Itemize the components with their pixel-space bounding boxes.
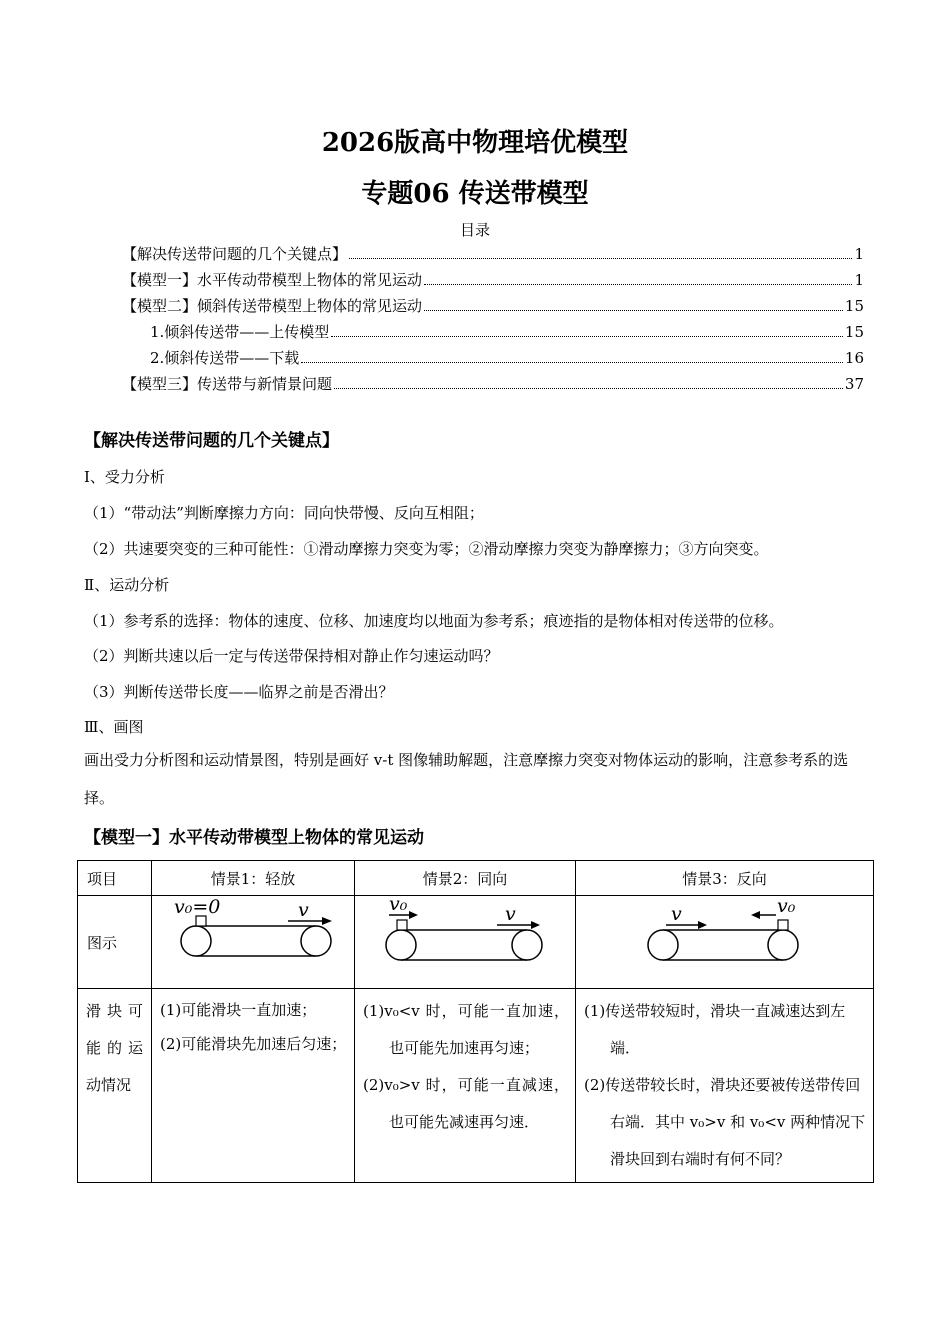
label-v0: v₀=0 bbox=[174, 896, 221, 918]
toc-entry[interactable] bbox=[122, 295, 864, 321]
pulley-left bbox=[648, 930, 678, 960]
header-item: 项目 bbox=[78, 861, 152, 896]
table-header-row bbox=[78, 861, 874, 896]
diagram-scenario-3 bbox=[576, 896, 874, 989]
label-v: v bbox=[671, 903, 682, 925]
toc-entry[interactable] bbox=[122, 347, 864, 373]
pulley-right bbox=[301, 926, 331, 956]
document-title: 2026版高中物理培优模型 bbox=[321, 128, 629, 158]
pulley-right bbox=[512, 930, 542, 960]
toc-page: 1 bbox=[854, 245, 864, 263]
drawing-title: Ⅲ、画图 bbox=[84, 718, 144, 736]
scenario-2-case-2: (2)v₀>v 时，可能一直减速，也可能先减速再匀速． bbox=[363, 1076, 569, 1131]
toc-entry-text: 【解决传送带问题的几个关键点】 bbox=[122, 245, 348, 263]
label-v0: v₀ bbox=[389, 896, 408, 915]
pulley-left bbox=[386, 930, 416, 960]
motion-scenario-3 bbox=[576, 989, 874, 1183]
toc-entry[interactable] bbox=[122, 373, 864, 399]
row-label-motion: 滑块可能的运动情况 bbox=[78, 989, 152, 1183]
toc-leader bbox=[334, 388, 843, 389]
toc-leader bbox=[331, 336, 843, 337]
header-scenario-1: 情景1：轻放 bbox=[152, 861, 355, 896]
model-1-table bbox=[77, 860, 874, 1183]
toc-leader bbox=[301, 362, 843, 363]
toc-entry[interactable] bbox=[122, 269, 864, 295]
toc-entry-text: 【模型二】倾斜传送带模型上物体的常见运动 bbox=[122, 297, 423, 315]
toc-leader bbox=[424, 310, 843, 311]
toc-entry[interactable] bbox=[122, 321, 864, 347]
slider-block bbox=[778, 920, 788, 930]
document-subtitle: 专题06 传送带模型 bbox=[361, 179, 589, 209]
force-analysis-title: Ⅰ、受力分析 bbox=[84, 468, 165, 486]
scenario-1-case-1: (1)可能滑块一直加速； bbox=[160, 1001, 317, 1019]
table-of-contents bbox=[122, 243, 864, 399]
drawing-paragraph: 画出受力分析图和运动情景图，特别是画好 v-t 图像辅助解题，注意摩擦力突变对物体运动的影响，注意参考系的选择。 bbox=[84, 751, 849, 807]
scenario-2-case-1: (1)v₀<v 时，可能一直加速，也可能先加速再匀速； bbox=[363, 1002, 569, 1057]
table-diagram-row bbox=[78, 896, 874, 989]
motion-analysis-point-2: （2）判断共速以后一定与传送带保持相对静止作匀速运动吗？ bbox=[84, 647, 499, 665]
toc-leader bbox=[424, 284, 852, 285]
conveyor-diagram-1 bbox=[152, 896, 354, 984]
toc-entry[interactable] bbox=[122, 243, 864, 269]
diagram-scenario-2 bbox=[355, 896, 576, 989]
conveyor-diagram-2 bbox=[355, 896, 575, 984]
section-heading-key-points: 【解决传送带问题的几个关键点】 bbox=[84, 431, 339, 451]
toc-page: 15 bbox=[844, 323, 864, 341]
toc-heading: 目录 bbox=[459, 221, 490, 239]
label-v0: v₀ bbox=[777, 896, 796, 917]
motion-scenario-2 bbox=[355, 989, 576, 1183]
toc-entry-text: 2.倾斜传送带——下载 bbox=[150, 349, 300, 367]
motion-analysis-point-3: （3）判断传送带长度——临界之前是否滑出？ bbox=[84, 683, 394, 701]
scenario-1-case-2: (2)可能滑块先加速后匀速； bbox=[160, 1035, 347, 1053]
label-v: v bbox=[505, 903, 516, 925]
force-analysis-point-2: （2）共速要突变的三种可能性：①滑动摩擦力突变为零；②滑动摩擦力突变为静摩擦力；③方向突变。 bbox=[84, 540, 769, 558]
toc-entry-text: 【模型一】水平传动带模型上物体的常见运动 bbox=[122, 271, 423, 289]
toc-page: 37 bbox=[844, 375, 864, 393]
pulley-left bbox=[181, 926, 211, 956]
motion-analysis-title: Ⅱ、运动分析 bbox=[84, 576, 170, 594]
force-analysis-point-1: （1）“带动法”判断摩擦力方向：同向快带慢、反向互相阻； bbox=[84, 504, 484, 522]
header-scenario-3: 情景3：反向 bbox=[576, 861, 874, 896]
toc-page: 16 bbox=[844, 349, 864, 367]
section-heading-model-1: 【模型一】水平传动带模型上物体的常见运动 bbox=[84, 828, 424, 848]
toc-page: 15 bbox=[844, 297, 864, 315]
toc-entry-text: 1.倾斜传送带——上传模型 bbox=[150, 323, 330, 341]
table-motion-row bbox=[78, 989, 874, 1183]
scenario-3-case-1: (1)传送带较短时，滑块一直减速达到左端． bbox=[584, 1002, 846, 1057]
toc-page: 1 bbox=[854, 271, 864, 289]
header-scenario-2: 情景2：同向 bbox=[355, 861, 576, 896]
diagram-scenario-1 bbox=[152, 896, 355, 989]
toc-entry-text: 【模型三】传送带与新情景问题 bbox=[122, 375, 333, 393]
motion-analysis-point-1: （1）参考系的选择：物体的速度、位移、加速度均以地面为参考系；痕迹指的是物体相对传送带的位移。 bbox=[84, 612, 784, 630]
toc-leader bbox=[349, 258, 852, 259]
slider-block bbox=[397, 920, 407, 930]
motion-scenario-1 bbox=[152, 989, 355, 1183]
pulley-right bbox=[768, 930, 798, 960]
conveyor-diagram-3 bbox=[576, 896, 873, 984]
scenario-3-case-2: (2)传送带较长时，滑块还要被传送带传回右端．其中 v₀>v 和 v₀<v 两种情况下滑块回到右端时有何不同？ bbox=[584, 1076, 866, 1168]
label-v: v bbox=[298, 899, 309, 921]
row-label-diagram: 图示 bbox=[78, 896, 152, 989]
